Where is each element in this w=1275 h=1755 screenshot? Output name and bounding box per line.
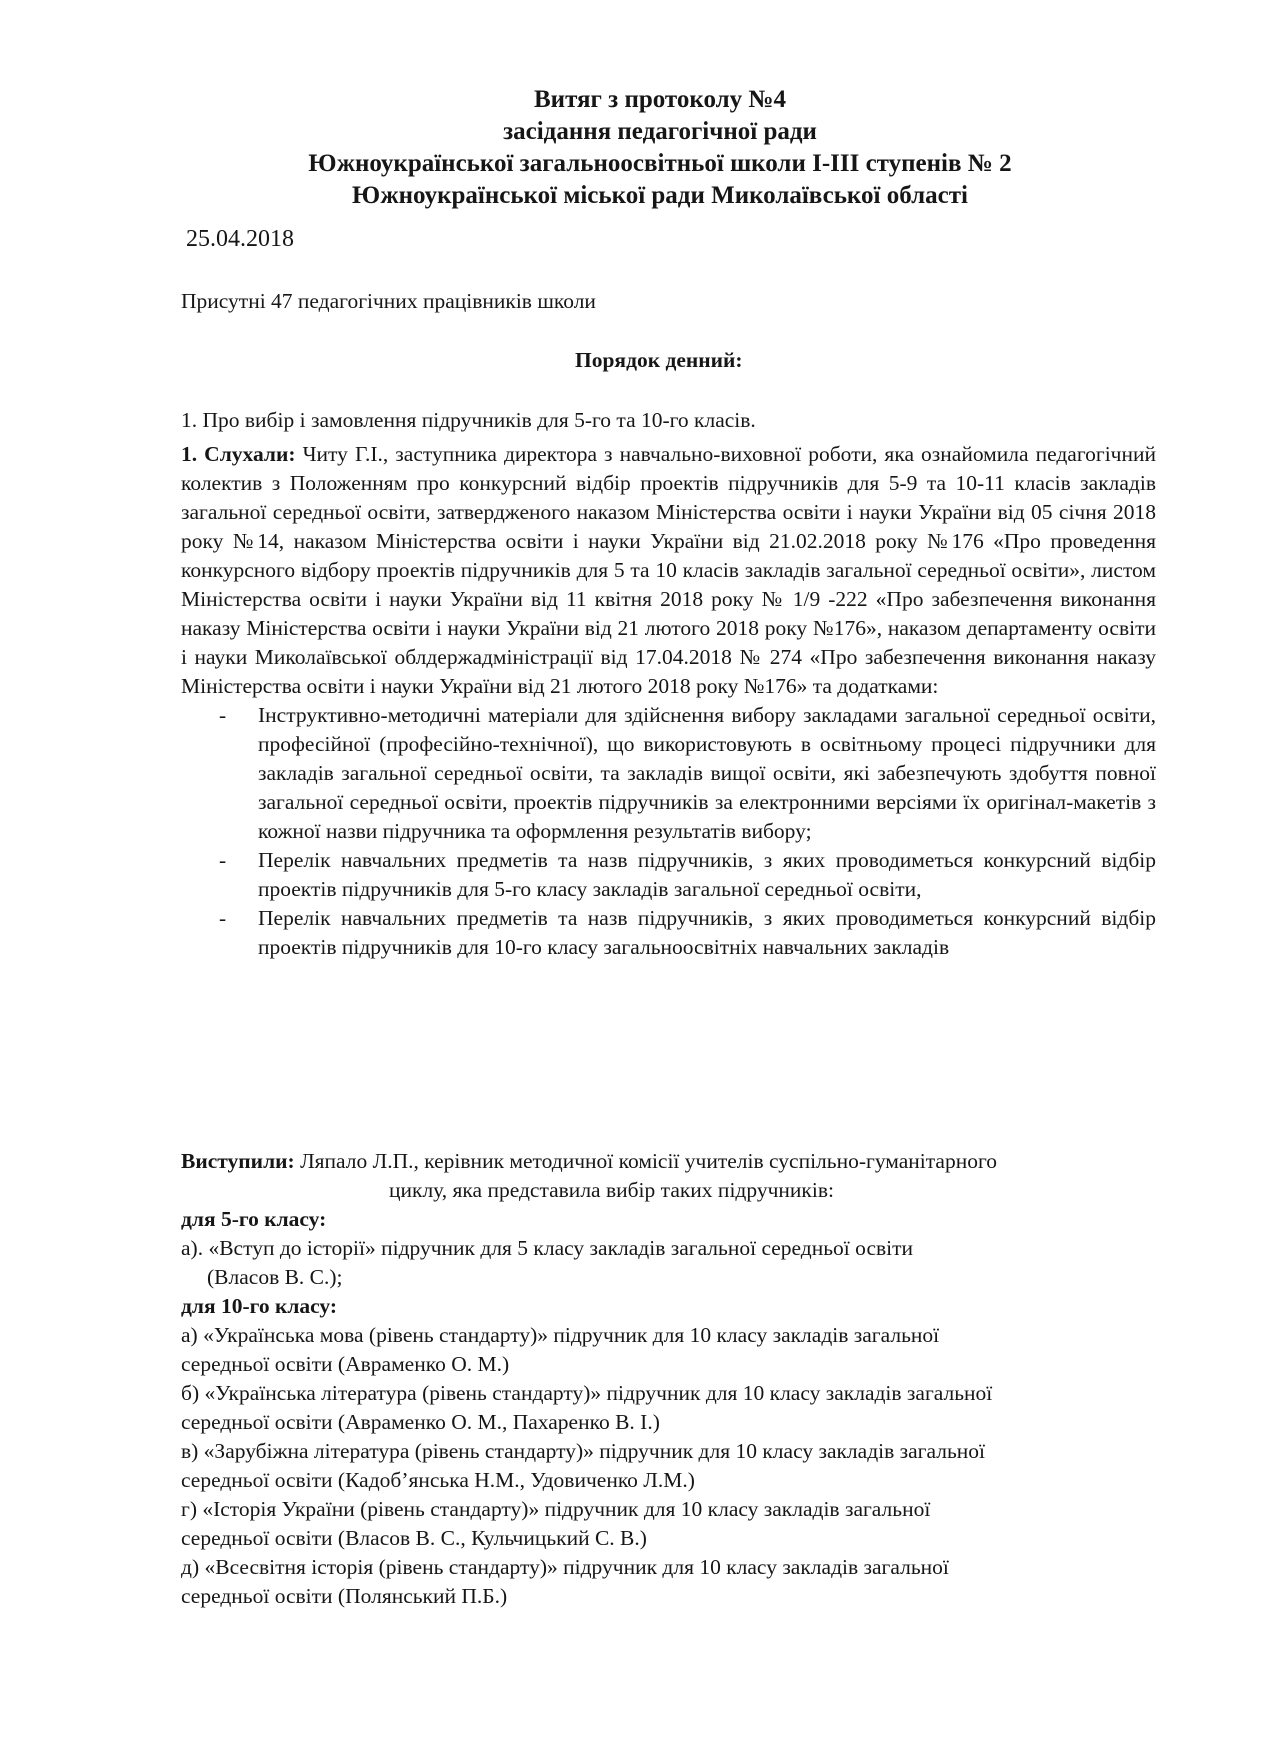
heard-bullet-list (181, 701, 1156, 962)
grade5-item-a-authors: (Власов В. С.); (207, 1265, 343, 1289)
textbook-item (181, 1437, 1141, 1495)
heard-section (181, 440, 1156, 962)
heard-text: Читу Г.І., заступника директора з навчально-виховної роботи, яка ознайомила педагогічний колектив з Положенням про конкурсний відбір проектів підручників для 5-9 та 10-11 класів закладів загальної середньої освіти, затвердженого наказом Міністерства освіти і науки України від 05 січня 2018 року №14, наказом Міністерства освіти і науки України від 21.02.2018 року №176 «Про проведення конкурсного відбору проектів підручників для 5 та 10 класів закладів загальної середньої освіти», листом Міністерства освіти і науки України від 11 квітня 2018 року № 1/9 -222 «Про забезпечення виконання наказу Міністерства освіти і науки України від 21 лютого 2018 року №176», наказом департаменту освіти і науки Миколаївської облдержадміністрації від 17.04.2018 № 274 «Про забезпечення виконання наказу Міністерства освіти і науки України від 21 лютого 2018 року №176» та додатками: (181, 442, 1156, 698)
textbook-item (181, 1321, 1141, 1379)
list-item-text: Інструктивно-методичні матеріали для здійснення вибору закладами загальної середньої освіти, професійної (професійно-технічної), що використовують в освітньому процесі підручники для закладів загальної середньої освіти, та закладів вищої освіти, які забезпечують здобуття повної загальної середньої освіти, проектів підручників за електронними версіями їх оригінал-макетів з кожної назви підручника та оформлення результатів вибору; (258, 703, 1156, 843)
header-line-4: Южноукраїнської міської ради Миколаївської області (352, 182, 968, 209)
dash-marker: - (219, 703, 227, 727)
textbook-line-2: середньої освіти (Власов В. С., Кульчицький С. В.) (181, 1526, 647, 1550)
list-item (181, 701, 1156, 846)
speakers-text-1: Ляпало Л.П., керівник методичної комісії учителів суспільно-гуманітарного (294, 1149, 998, 1173)
textbook-line-1: б) «Українська література (рівень стандарту)» підручник для 10 класу закладів загальної (181, 1381, 993, 1405)
document-date: 25.04.2018 (186, 226, 294, 252)
dash-marker: - (219, 906, 227, 930)
textbook-line-1: г) «Історія України (рівень стандарту)» підручник для 10 класу закладів загальної (181, 1497, 931, 1521)
textbook-line-2: середньої освіти (Полянський П.Б.) (181, 1584, 508, 1608)
list-item (181, 846, 1156, 904)
textbook-line-2: середньої освіти (Авраменко О. М., Пахаренко В. І.) (181, 1410, 660, 1434)
list-item (181, 904, 1156, 962)
header-line-3: Южноукраїнської загальноосвітньої школи І-ІІІ ступенів № 2 (308, 150, 1012, 177)
grade5-item-a: а). «Вступ до історії» підручник для 5 класу закладів загальної середньої освіти (181, 1236, 914, 1260)
dash-marker: - (219, 848, 227, 872)
grade5-title (181, 1205, 1141, 1234)
agenda-item-1: 1. Про вибір і замовлення підручників для 5-го та 10-го класів. (181, 408, 756, 432)
speakers-line-1 (181, 1147, 1141, 1176)
textbook-line-1: в) «Зарубіжна література (рівень стандарту)» підручник для 10 класу закладів загальної (181, 1439, 985, 1463)
textbook-item (181, 1379, 1141, 1437)
attendance-line: Присутні 47 педагогічних працівників школи (181, 289, 596, 313)
textbook-item (181, 1553, 1141, 1611)
header-line-1: Витяг з протоколу №4 (533, 86, 787, 113)
heard-label: 1. Слухали: (181, 442, 296, 466)
speakers-line-2: циклу, яка представила вибір таких підручників: (389, 1178, 834, 1202)
grade5-title-text: для 5-го класу: (181, 1207, 327, 1231)
textbook-item (181, 1495, 1141, 1553)
grade10-title (181, 1292, 1141, 1321)
textbook-line-1: д) «Всесвітня історія (рівень стандарту)» підручник для 10 класу закладів загальної (181, 1555, 949, 1579)
textbook-line-2: середньої освіти (Кадоб’янська Н.М., Удовиченко Л.М.) (181, 1468, 695, 1492)
textbook-line-1: а) «Українська мова (рівень стандарту)» підручник для 10 класу закладів загальної (181, 1323, 940, 1347)
textbook-line-2: середньої освіти (Авраменко О. М.) (181, 1352, 510, 1376)
speakers-section (181, 1147, 1141, 1611)
speakers-label: Виступили: (181, 1149, 295, 1173)
agenda-title: Порядок денний: (575, 348, 743, 372)
list-item-text: Перелік навчальних предметів та назв підручників, з яких проводиметься конкурсний відбір проектів підручників для 5-го класу закладів загальної середньої освіти, (258, 848, 1156, 901)
header-line-2: засідання педагогічної ради (503, 118, 817, 145)
document-header (230, 84, 1090, 212)
list-item-text: Перелік навчальних предметів та назв підручників, з яких проводиметься конкурсний відбір проектів підручників для 10-го класу загальноосвітніх навчальних закладів (258, 906, 1156, 959)
heard-paragraph (181, 440, 1156, 701)
grade10-title-text: для 10-го класу: (181, 1294, 338, 1318)
